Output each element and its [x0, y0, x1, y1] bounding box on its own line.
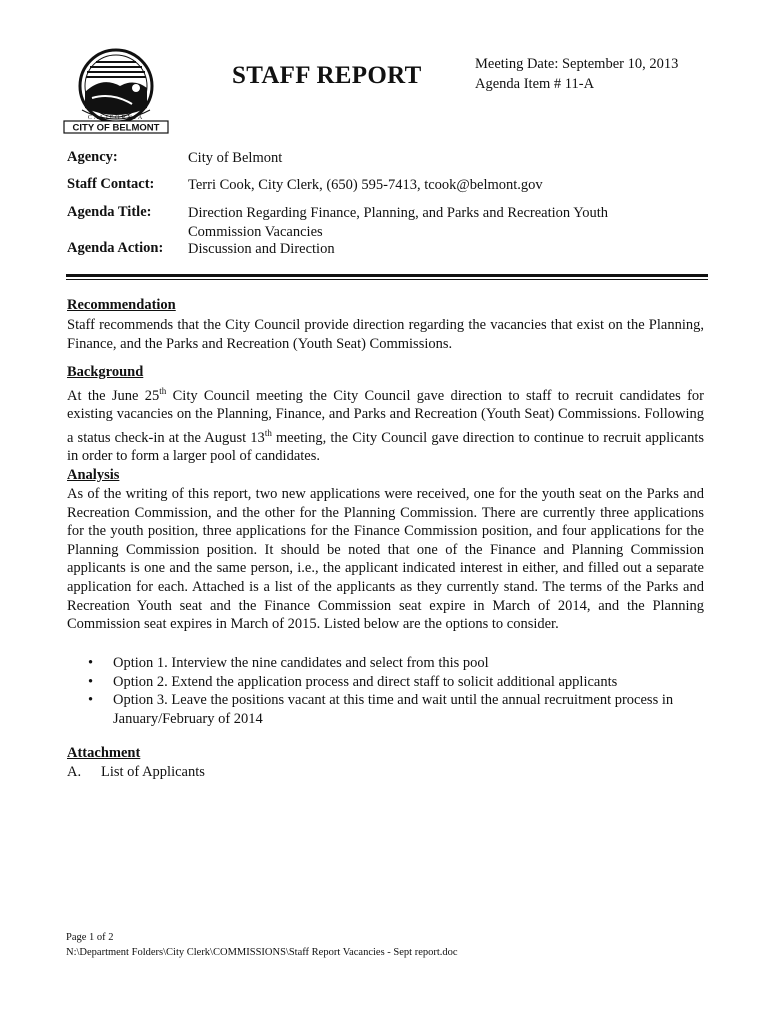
page-footer	[66, 930, 458, 960]
staff-contact-label: Staff Contact:	[67, 176, 155, 192]
attachment-item	[67, 764, 205, 781]
meeting-info	[475, 54, 678, 94]
background-text-part-1: At the June 25	[67, 387, 160, 404]
agenda-title-label: Agenda Title:	[67, 204, 152, 220]
attachment-heading: Attachment	[67, 745, 141, 761]
seal-arc-text: CALIFORNIA	[87, 115, 145, 121]
background-sup-2: th	[264, 428, 272, 439]
option-1-text: Option 1. Interview the nine candidates and select from this pool	[113, 655, 489, 671]
page-number: Page 1 of 2	[66, 932, 114, 943]
list-item	[86, 673, 704, 692]
agenda-action-value: Discussion and Direction	[188, 241, 335, 257]
recommendation-heading: Recommendation	[67, 297, 176, 313]
background-text	[67, 382, 704, 466]
bullet-icon: •	[88, 692, 94, 709]
header-divider	[66, 274, 708, 277]
list-item	[86, 691, 704, 728]
option-2-text: Option 2. Extend the application process and direct staff to solicit additional applicants	[113, 673, 618, 690]
seal-graphic-icon	[62, 48, 170, 134]
bullet-icon: •	[88, 655, 94, 671]
options-list	[86, 654, 704, 728]
background-sup-1: th	[159, 386, 167, 396]
option-3-text: Option 3. Leave the positions vacant at this time and wait until the annual recruitment process in January/February of 2014	[113, 692, 674, 727]
file-path: N:\Department Folders\City Clerk\COMMISSIONS\Staff Report Vacancies - Sept report.doc	[66, 947, 458, 958]
bullet-icon: •	[88, 673, 94, 690]
background-heading: Background	[67, 364, 144, 380]
attachment-item-text: List of Applicants	[101, 764, 205, 780]
recommendation-text: Staff recommends that the City Council provide direction regarding the vacancies that exist on the Planning, Finance, and the Parks and Recreation (Youth Seat) Commissions.	[67, 317, 704, 352]
analysis-text: As of the writing of this report, two new applications were received, one for the youth seat on the Parks and Recreation Commission, and the other for the Planning Commission. There are currently three applications for the youth position, three applications for the Finance Commission position, and four applications for the Planning Commission position. It should be noted that one of the Finance and Planning Commission applicants is one and the same person, i.e., the applicant indicated interest in either, and filled out a separate application for each. Attached is a list of the applicants as they currently stand. The terms of the Parks and Recreation Youth seat and the Finance Commission seat expire in March of 2014, and the Planning Commission seat expires in March of 2015. Listed below are the options to consider.	[67, 486, 704, 633]
seal-city-name: CITY OF BELMONT	[72, 122, 160, 134]
report-title: STAFF REPORT	[232, 62, 422, 89]
attachment-letter: A.	[67, 764, 82, 780]
background-text-part-3: meeting, the City Council gave direction to continue to recruit applicants in order to form a larger pool of candidates.	[67, 429, 704, 465]
header-divider-thin	[66, 279, 708, 280]
agency-value: City of Belmont	[188, 150, 283, 166]
list-item	[86, 654, 704, 673]
analysis-heading: Analysis	[67, 467, 120, 483]
city-of-belmont-seal	[62, 48, 170, 134]
meeting-date: Meeting Date: September 10, 2013	[475, 56, 679, 72]
agenda-item: Agenda Item # 11-A	[475, 76, 595, 92]
agenda-title-value: Direction Regarding Finance, Planning, and Parks and Recreation Youth Commission Vacancies	[188, 205, 609, 240]
background-text-part-2: City Council meeting the City Council gave direction to staff to recruit candidates for existing vacancies on the Planning, Finance, and Parks and Recreation (Youth Seat) Commissions. Following a status check-in at the August 13	[67, 387, 704, 446]
agenda-action-label: Agenda Action:	[67, 240, 164, 256]
staff-contact-value: Terri Cook, City Clerk, (650) 595-7413, tcook@belmont.gov	[188, 177, 543, 193]
agency-label: Agency:	[67, 149, 118, 165]
